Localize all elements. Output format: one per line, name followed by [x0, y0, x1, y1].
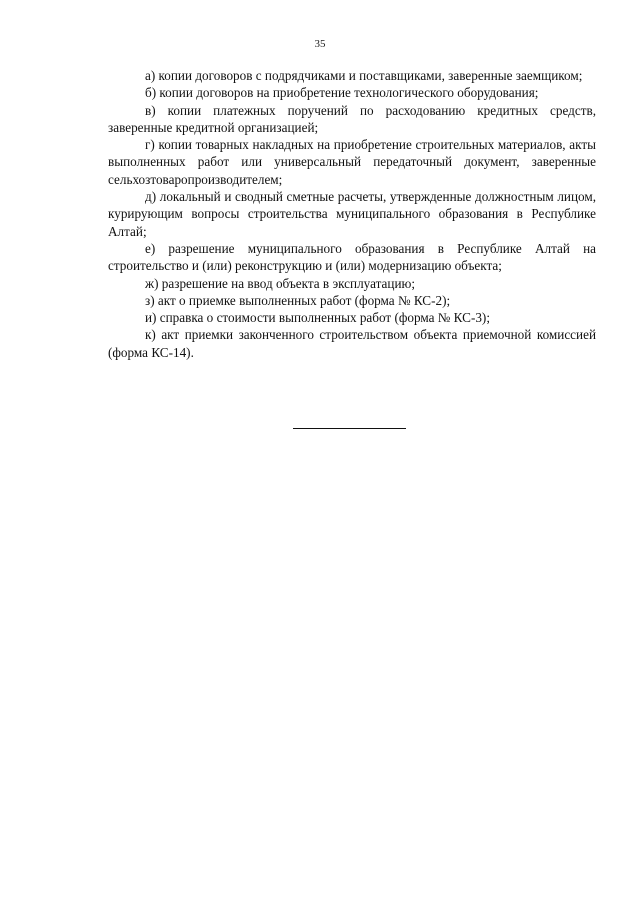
list-item-d: д) локальный и сводный сметные расчеты, утвержденные должностным лицом, курирующим вопросы строительства муниципального образования в Республике Алтай; — [108, 189, 596, 239]
document-list — [108, 67, 596, 361]
list-item-e: е) разрешение муниципального образования в Республике Алтай на строительство и (или) реконструкцию и (или) модернизацию объекта; — [108, 240, 596, 274]
page-number: 35 — [314, 38, 326, 50]
list-item-a: а) копии договоров с подрядчиками и поставщиками, заверенные заемщиком; — [145, 68, 583, 83]
list-item-zh: ж) разрешение на ввод объекта в эксплуатацию; — [145, 275, 416, 291]
list-item-z: з) акт о приемке выполненных работ (форма № КС-2); — [145, 292, 451, 308]
list-item-b: б) копии договоров на приобретение технологического оборудования; — [145, 85, 539, 101]
closing-divider — [293, 428, 406, 429]
list-item-v: в) копии платежных поручений по расходованию кредитных средств, заверенные кредитной организацией; — [108, 102, 596, 135]
list-item-k: к) акт приемки законченного строительством объекта приемочной комиссией (форма КС-14). — [108, 327, 596, 360]
list-item-i: и) справка о стоимости выполненных работ (форма № КС-3); — [145, 310, 490, 326]
list-item-g: г) копии товарных накладных на приобретение строительных материалов, акты выполненных работ или универсальный передаточный документ, заверенные сельхозтоваропроизводителем; — [108, 137, 596, 187]
